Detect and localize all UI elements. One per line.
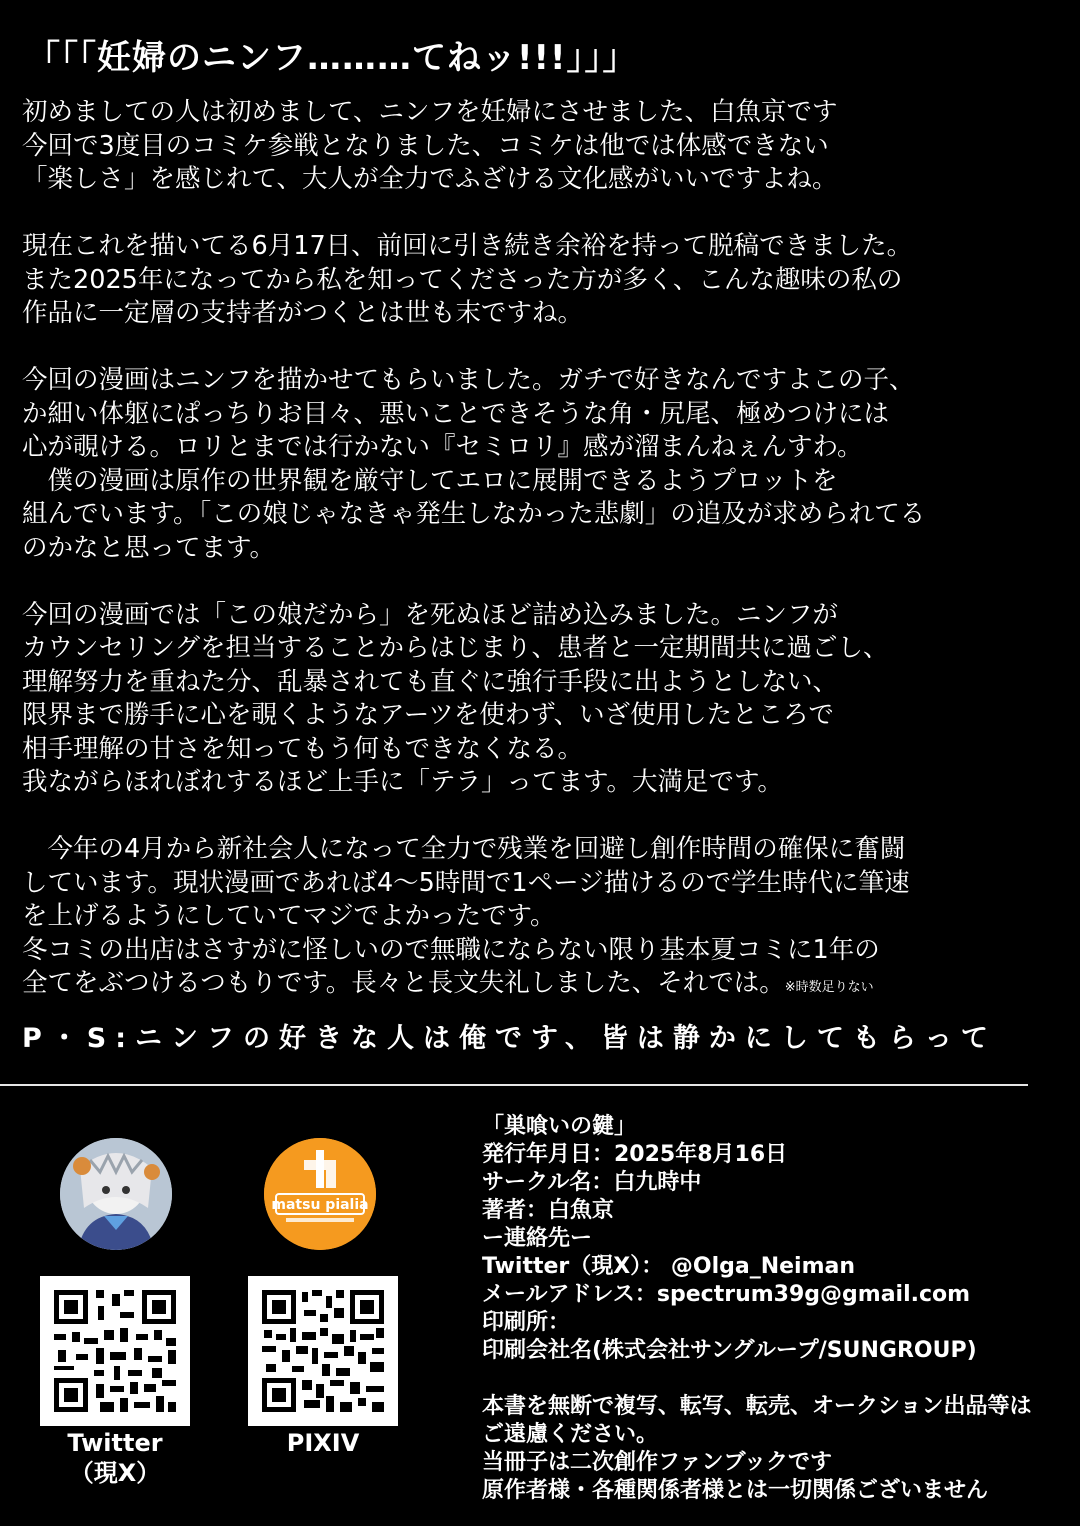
notice-line: ご遠慮ください。 <box>482 1422 659 1447</box>
afterword-body <box>22 96 1062 1038</box>
text-line: 冬コミの出店はさすがに怪しいので無職にならない限り基本夏コミに1年の <box>22 934 880 965</box>
footnote: ※時数足りない <box>784 980 874 995</box>
text-line: 限界まで勝手に心を覗くようなアーツを使わず、いざ使用したところで <box>22 700 834 730</box>
text-line: 心が覗ける。ロリとまでは行かない『セミロリ』感が溜まんねぇんすわ。 <box>22 432 863 462</box>
qr-label-line: Twitter <box>67 1429 163 1457</box>
text-line: カウンセリングを担当することからはじまり、患者と一定期間共に過ごし、 <box>22 633 889 663</box>
postscript: P・S:ニンフの好きな人は俺です、皆は静かにしてもらって <box>22 1023 997 1054</box>
paragraph-5 <box>22 833 1062 1005</box>
paragraph-4 <box>22 599 1062 800</box>
text-line: 現在これを描いてる6月17日、前回に引き続き余裕を持って脱稿できました。 <box>22 231 913 261</box>
paragraph-2 <box>22 230 1062 331</box>
text-line: 今回の漫画では「この娘だから」を死ぬほど詰め込みました。ニンフが <box>22 599 839 630</box>
twitter-qr-label <box>40 1428 190 1488</box>
text-line: 僕の漫画は原作の世界観を厳守してエロに展開できるようプロットを <box>22 465 838 496</box>
text-line: 作品に一定層の支持者がつくとは世も末ですね。 <box>22 298 584 328</box>
text-line <box>22 967 1062 1005</box>
paragraph-3 <box>22 364 1062 565</box>
text-line: を上げるようにしていてマジでよかったです。 <box>22 901 556 931</box>
text-line: 今回で3度目のコミケ参戦となりました、コミケは他では体感できない <box>22 130 829 161</box>
colophon <box>482 1113 1062 1505</box>
pixiv-qr-label: PIXIV <box>286 1429 360 1457</box>
qr-label-line: （現X） <box>69 1459 161 1487</box>
text-line: 今年の4月から新社会人になって全力で残業を回避し創作時間の確保に奮闘 <box>22 834 906 864</box>
spacer <box>482 1365 1062 1393</box>
text-line: 理解努力を重ねた分、乱暴されても直ぐに強行手段に出ようとしない、 <box>22 666 839 697</box>
circle-logo <box>264 1138 376 1250</box>
contact-heading: ー連絡先ー <box>482 1226 593 1251</box>
paragraph-1 <box>22 96 1062 197</box>
email-address[interactable]: メールアドレス：spectrum39g@gmail.com <box>482 1282 971 1307</box>
author-avatar <box>60 1138 172 1250</box>
book-title: 「巣喰いの鍵」 <box>482 1114 637 1139</box>
page-title: 「「「妊婦のニンフ………てねッ!!!」」」 <box>26 38 638 78</box>
closing-line: 全てをぶつけるつもりです。長々と長文失礼しました、それでは。 <box>22 968 785 998</box>
text-line: しています。現状漫画であれば4～5時間で1ページ描けるので学生時代に筆速 <box>22 867 910 898</box>
twitter-qr-code[interactable] <box>40 1276 190 1426</box>
divider <box>0 1084 1028 1086</box>
text-line: 「楽しさ」を感じれて、大人が全力でふざける文化感がいいですよね。 <box>22 164 838 194</box>
printer-label: 印刷所： <box>482 1310 571 1335</box>
logo-text: matsu pialia <box>271 1197 369 1213</box>
circle-name: サークル名：白九時中 <box>482 1170 702 1195</box>
text-line: また2025年になってから私を知ってくださった方が多く、こんな趣味の私の <box>22 264 903 295</box>
notice-line: 原作者様・各種関係者様とは一切関係ございません <box>482 1478 989 1503</box>
notice-line: 当冊子は二次創作ファンブックです <box>482 1450 833 1475</box>
text-line: 我ながらほれぼれするほど上手に「テラ」ってます。大満足です。 <box>22 767 783 797</box>
publish-date: 発行年月日：2025年8月16日 <box>482 1142 788 1167</box>
text-line: 初めましての人は初めまして、ニンフを妊婦にさせました、白魚京です <box>22 97 838 127</box>
author-name: 著者：白魚京 <box>482 1198 615 1223</box>
notice-line: 本書を無断で複写、転写、転売、オークション出品等は <box>482 1394 1032 1419</box>
text-line: のかなと思ってます。 <box>22 532 275 563</box>
text-line: か細い体躯にぱっちりお目々、悪いことできそうな角・尻尾、極めつけには <box>22 398 890 429</box>
printer-name: 印刷会社名(株式会社サングループ/SUNGROUP) <box>482 1338 977 1363</box>
twitter-handle[interactable]: Twitter（現X）： @Olga_Neiman <box>482 1254 856 1279</box>
text-line: 相手理解の甘さを知ってもう何もできなくなる。 <box>22 733 584 764</box>
text-line: 今回の漫画はニンフを描かせてもらいました。ガチで好きなんですよこの子、 <box>22 365 915 395</box>
pixiv-qr-code[interactable] <box>248 1276 398 1426</box>
text-line: 組んでいます。「この娘じゃなきゃ発生しなかった悲劇」の追及が求められてる <box>22 499 926 529</box>
